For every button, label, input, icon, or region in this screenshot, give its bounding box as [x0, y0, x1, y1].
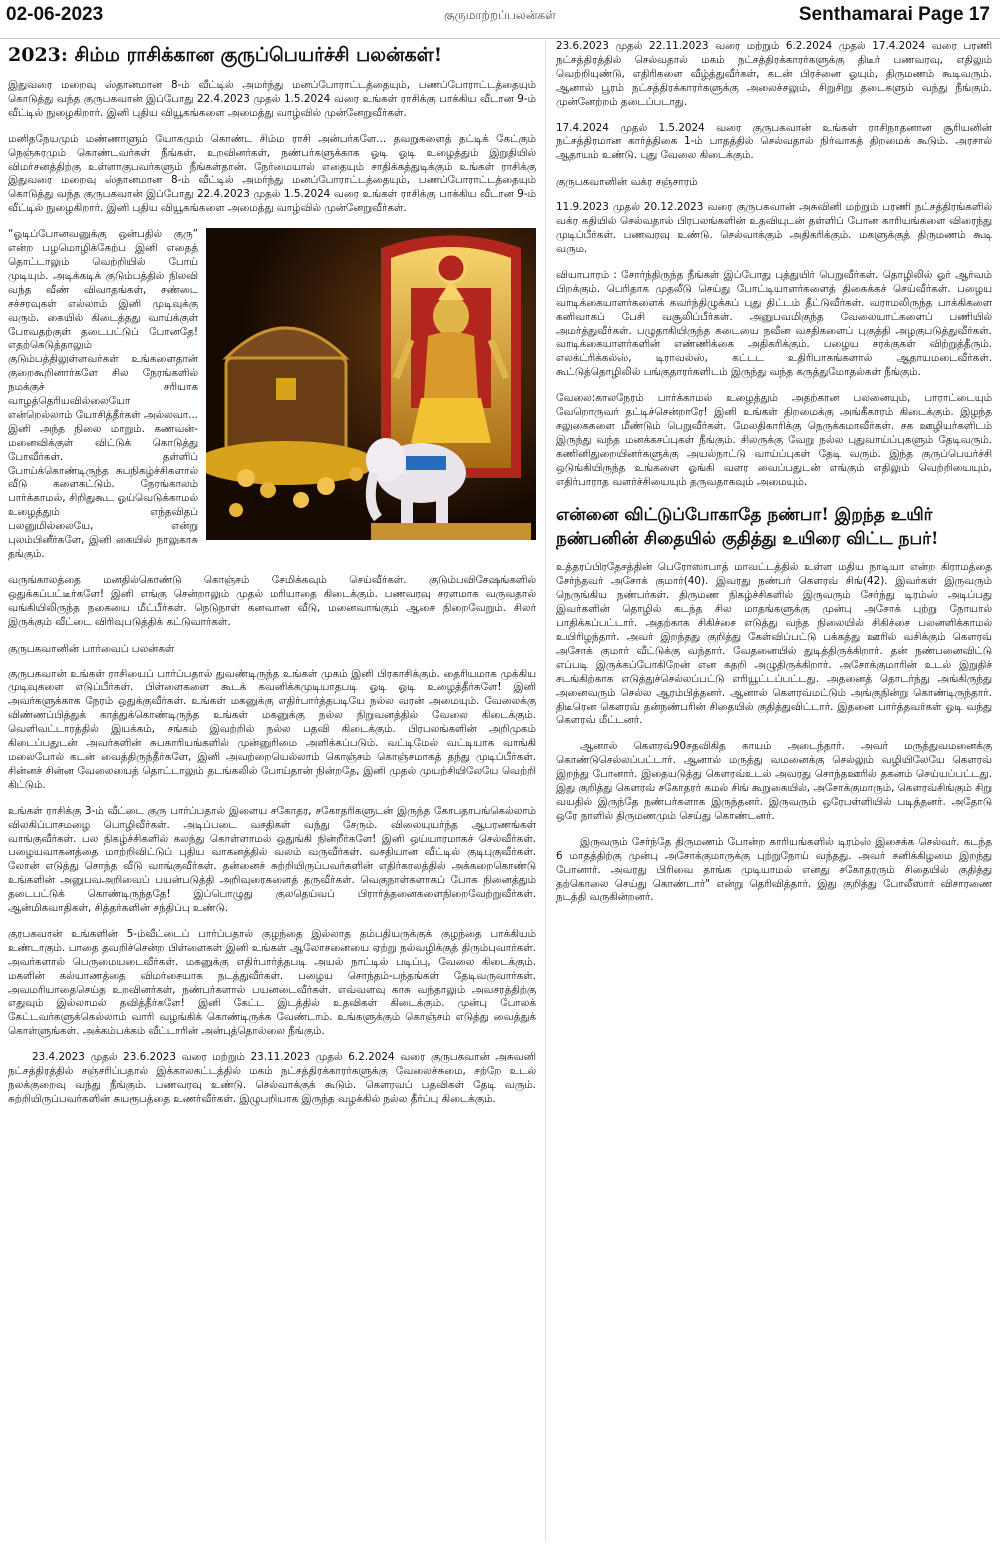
- article-paragraph: வேலை:காலநேரம் பார்க்காமல் உழைத்தும் அதற்கான பலனையும், பாராட்டையும் வேறொருவர் தட்டிச்சென்றாரே! இனி உங்கள் திறமைக்கு அங்கீகாரம் கிடைக்கும். இழந்த சலுகைகளை மீண்டும் பெறுவீர்கள். மேலதிகாரிக்கு நெருக்கமாவீர்கள். சக ஊழியர்களிடம் இருந்து வந்த மனக்கசப்புகள் நீங்கும். சிலருக்கு வேறு நல்ல புதுவாய்ப்புகளும் தேடிவரும். கணினிதுறையினர்களுக்கு அயல்நாட்டு வாய்ப்புகள் தேடி வரும். இந்த குருப்பெயர்ச்சி ஒடுங்கியிருந்த உங்களை ஓங்கி வளர வைப்பதுடன் எங்கும் எதிலும் வெற்றியையும், எதிர்பாராத வளர்ச்சியையும் தருவதாகவும் அமையும்.: [556, 392, 992, 488]
- page-header: [0, 0, 1000, 39]
- article-paragraph: 17.4.2024 முதல் 1.5.2024 வரை குருபகவான் உங்கள் ராசிநாதனான சூரியனின் நட்சத்திரமான கார்த்திகை 1-ம் பாதத்தில் செல்வதால் நிர்வாகத் திறமைக் கூடும். அரசால் ஆதாயம் உண்டு. புது வேலை கிடைக்கும்.: [556, 121, 992, 162]
- article-paragraph: உத்தரப்பிரதேசத்தின் பெரோஸாபாத் மாவட்டத்தில் உள்ள மதிய நாடியா என்ற கிராமத்தை சேர்ந்தவர் அசோக் குமார்(40). இவரது நண்பர் கௌரவ் சிங்(42). இவர்கள் இருவரும் நெருங்கிய நண்பர்கள். திருமண நிகழ்ச்சிகளில் இருவரும் சேர்ந்து டிரம்ஸ் அடிப்பது இவர்களின் தொழில் கடந்த சில மாதங்களுக்கு முன்பு அசோக் புற்று நோயால் பாதிக்கப்பட்டார். அதற்காக சிகிச்சை எடுத்து வந்த நிலையில் சிகிச்சை பலனளிக்காமல் உயிரிழந்தார். அவர் இறந்தது குறித்து கேள்விப்பட்டு பக்கத்து ஊரில் வசிக்கும் கௌரவ் அசோக் குமார் வீட்டுக்கு வந்தார். வேதனையில் துடித்திருக்கிறார். தன் நண்பனைவிட்டு எப்படி இருக்கப்போகிறேன் என கதறி அழுதிருக்கிறார். அசோக்குமாரின் உடல் இறுதிச் சடங்கிற்காக எடுத்துச்செல்லப்பட்டு எரியூட்டப்பட்டது. அதனைத் தொடர்ந்து அங்கிருந்து அனைவரும் செல்ல ஆரம்பித்தனர். ஆனால் கௌரவ்மட்டும் அங்குநின்று கொண்டிருந்தார். திடீரென கௌரவ் தன்நண்பரின் சிதையில் குதித்துவிட்டார். இதனை பார்த்தவர்கள் ஓடி வந்து கௌரவ் மீட்டனர்.: [556, 561, 992, 727]
- publication-page: Senthamarai Page 17: [798, 4, 990, 25]
- column-divider: [545, 40, 546, 1540]
- issue-date: 02-06-2023: [6, 4, 104, 25]
- article-paragraph: வியாபாரம் : சோர்ந்திருந்த நீங்கள் இப்போது புத்துயிர் பெறுவீர்கள். தொழிலில் ஓர் ஆர்வம் பிறக்கும். பெரிதாக முதலீடு செய்து போட்டியாளர்களைத் திகைக்கச் செய்வீர்கள். பழைய வாடிக்கையாளர்களைக் கவர்ந்திழுக்கப் புது திட்டம் தீட்டுவீர்கள். வராமலிருந்த பாக்கிகளை கனிவாகப் பேசி வசூலிப்பீர்கள். அனுபவமிகுந்த வேலையாட்களைப் பணியில் அமர்த்துவீர்கள். பழுதாகியிருந்த கடையை நவீன வசதிகளைப் புகுத்தி அழகுபடுத்துவீர்கள். வாடிக்கையாளர்களின் எண்ணிக்கை அதிகரிக்கும். பழைய சரக்குகள் விற்றுத்தீரும். எலக்ட்ரிக்கல்ஸ், டிராவல்ஸ், கட்டட உதிரிபாகங்களால் ஆதாயமடைவீர்கள். கூட்டுத்தொழிலில் பங்குதாரர்களிடம் இருந்து வந்த கருத்துமோதல்கள் நீங்கும்.: [556, 268, 992, 379]
- article-paragraph: இருவரும் சேர்ந்தே திருமணம் போன்ற காரியங்களில் டிரம்ஸ் இசைக்க செல்வர். கடந்த 6 மாதத்திற்கு முன்பு அசோக்குமாருக்கு புற்றுநோய் வந்தது. அவர் சனிக்கிழமை இறந்து போனார். அவரது பிரிவை தாங்க முடியாமல் எனது சகோதரரும் சிதையில் குதித்து தற்கொலை செய்து கொண்டார்" என்று தெரிவித்தார். இது குறித்து போலீஸார் விசாரணை நடத்தி வருகின்றனர்.: [556, 835, 992, 904]
- article-paragraph: ஆனால் கௌரவ்90சதவிகித காயம் அடைந்தார். அவர் மருத்துவமனைக்கு கொண்டுசெல்லப்பட்டார். ஆனால் மருத்து வமனைக்கு செல்லும் வழியிலேயே கௌரவ் இறந்து போனார். இதையடுத்து கௌரவ்உடல் அவரது சொந்தஊரில் தகனம் செய்யப்பட்டது. இது குறித்து கௌரவ் சகோதரர் கமல் சிங் கூறுகையில், அசோக்குமாரும், கௌரவ்சிங்கும் சிறு வயதில் இருந்தே நண்பர்களாக இருந்தனர். இருவரும் ஒரேபள்ளியில் படித்தனர். அதோடு ஒரே நாளில் திருமணமும் செய்து கொண்டனர்.: [556, 740, 992, 822]
- article-paragraph: “ஓடிப்போனவனுக்கு ஒன்பதில் குரு” என்ற பழமொழிக்கேற்ப இனி எதைத் தொட்டாலும் வெற்றியில் போய் முடியும். அடிக்கடிக் குடும்பத்தில் நிலவி வந்த வீண் விவாதங்கள், சண்டை சச்சரவுகள் எல்லாம் இனி முடிவுக்கு வரும். கையில் கிடைத்தது வாய்க்குள் போவதற்குள் தடைபட்டுப் போனதே! எதற்கெடுத்தாலும் குடும்பத்திலுள்ளவர்கள் உங்களைதான் குறைகூறினார்களே சில நேரங்களில் நமக்குச் சரியாக வாழத்தெரியவில்லையோ என்றெல்லாம் யோசித்தீர்கள் அல்லவா... இனி அந்த நிலை மாறும். கணவன்-மனைவிக்குள் விட்டுக் கொடுத்து போவீர்கள். தள்ளிப் போய்க்கொண்டிருந்த சுபநிகழ்ச்சிகளால் வீடு களைகட்டும். நேரங்காலம் பார்க்காமல், சிறிதுகூட ஓய்வெடுக்காமல் உழைத்தும் எந்தவிதப் பலனுமில்லையே, என்று புலம்பினீர்களே, இனி கையில் நாலுகாசு தங்கும்.: [8, 228, 198, 560]
- article-paragraph: மனிதநேயமும் மண்ணாளும் யோகமும் கொண்ட சிம்ம ராசி அன்பர்களே... தவறுகளைத் தட்டிக் கேட்கும் நெஞ்சுரமும் கொண்டவர்கள் நீங்கள். உறவினர்கள், நண்பர்களுக்காக ஓடி ஓடி உழைத்தும் இறுதியில் விமர்சனத்திற்கு உள்ளாகுபவர்களும் நீங்கள்தான். நேர்மையால் எதையும் சாதிக்கத்துடிக்கும் உங்கள் ராசிக்கு இதுவரை மறைவு ஸ்தானமான 8-ம் வீட்டில் அமர்ந்து மனப்போராட்டத்தையும், பணப்போராட்டத்தையும் கொடுத்து வந்த குருபகவான் இப்போது 22.4.2023 முதல் 1.5.2024 வரை உங்கள் ராசிக்கு பாக்கிய வீடான 9-ம் வீட்டில் நுழைகிறார். இனி புதிய வியூகங்களை அமைத்து வாழ்வில் முன்னேறுவீர்கள்.: [8, 132, 536, 215]
- right-column: [556, 40, 992, 1540]
- article-headline: 2023: சிம்ம ராசிக்கான குருப்பெயர்ச்சி பலன்கள்!: [8, 44, 443, 66]
- second-article-headline: என்னை விட்டுப்போகாதே நண்பா! இறந்த உயிர் நண்பனின் சிதையில் குதித்து உயிரை விட்ட நபர்!: [556, 505, 939, 550]
- article-paragraph: 23.4.2023 முதல் 23.6.2023 வரை மற்றும் 23.11.2023 முதல் 6.2.2024 வரை குருபகவான் அசுவனி நட்சத்திரத்தில் சஞ்சரிப்பதால் இக்காலகட்டத்தில் மகம் நட்சத்திரக்காரர்களுக்கு வேலைச்சுமை, சற்றே உடல் நலக்குறைவு வந்து நீங்கும். பணவரவு உண்டு. செல்வாக்குக் கூடும். கௌரவப் பதவிகள் தேடி வரும். சுற்றியிருப்பவர்களின் சுயரூபத்தை உணர்வீர்கள். இழுபறியாக இருந்த வழக்கில் நல்ல தீர்ப்பு கிடைக்கும்.: [8, 1051, 536, 1105]
- article-paragraph: குருபகவான் உங்கள் ராசியைப் பார்ப்பதால் துவண்டிருந்த உங்கள் முகம் இனி பிரகாசிக்கும். தைரியமாக முக்கிய முடிவுகளை எடுப்பீர்கள். பிள்ளைகளை கூடக் கவனிக்கமுடியாதபடி ஓடி ஓடி உழைத்தீர்களே! இனி அவர்களுக்காக நேரம் ஒதுக்குவீர்கள். உங்கள் மகனுக்கு எதிர்பார்த்தபடியே நல்ல வரன் அமையும். வேலைக்கு விண்ணப்பித்துக் காத்துக்கொண்டிருந்த உங்கள் மகனுக்கு நல்ல நிறுவனத்தில் வேலை கிடைக்கும். வெளிவட்டாரத்தில் இயக்கம், சங்கம் இவற்றில் நல்ல பதவி கிடைக்கும். பிரபலங்களின் அறிமுகம் கிடைப்பதுடன் அவர்களின் சுபகாரியங்களில் முன்னுரிமை அளிக்கப்படும். வட்டிமேல் வட்டியாக வாங்கி மலைபோல் கடன் வைத்திருந்தீர்களே, இனி அவற்றையெல்லாம் கொஞ்சம் கொஞ்சமாகத் தந்து முடிப்பீர்கள். சின்னச் சின்ன வேலையைத் தொட்டாலும் தடங்கலில் போய்தான் நின்றதே, இனி முதல் முயற்சியிலேயே வெற்றி கிட்டும்.: [8, 667, 536, 791]
- article-paragraph: வருங்காலத்தை மனதில்கொண்டு கொஞ்சம் சேமிக்கவும் செய்வீர்கள். குடும்பவிசேஷங்களில் ஒதுக்கப்பட்டீர்களே! இனி எங்கு சென்றாலும் முதல் மரியாதை கிடைக்கும். பணவரவு சரளமாக வருவதால் வங்கியிலிருந்த நகையை மீட்பீர்கள். நெடுநாள் கனவான வீடு, மனைவாங்கும் ஆசை நிறைவேறும். சிலர் இருக்கும் வீட்டை விரிவுபடுத்திக் கட்டுவார்கள்.: [8, 573, 536, 628]
- subheading-retrograde: குருபகவானின் வக்ர சஞ்சாரம்: [556, 176, 698, 189]
- left-column: [8, 40, 536, 1540]
- article-paragraph: இதுவரை மறைவு ஸ்தானமான 8-ம் வீட்டில் அமர்ந்து மனப்போராட்டத்தையும், பணப்போராட்டத்தையும் கொடுத்து வந்த குருபகவான் இப்போது 22.4.2023 முதல் 1.5.2024 வரை உங்கள் ராசிக்கு பாக்கிய வீடான 9-ம் வீட்டில் நுழைகிறார். இனி புதிய வியூகங்களை அமைத்து வாழ்வில் முன்னேறுவீர்கள்.: [8, 79, 536, 119]
- article-paragraph: குரபகவான் உங்களின் 5-ம்வீட்டைப் பார்ப்பதால் குழந்தை இல்லாத தம்பதியருக்குக் குழந்தை பாக்கியம் உண்டாகும். பாதை தவறிச்சென்ற பிள்ளைகள் இனி உங்கள் ஆலோசனையை ஏற்று நல்வழிக்குத் திரும்புவார்கள். அவர்களால் பெருமையடைவீர்கள். மகனுக்கு எதிர்பார்த்தபடி அயல் நாட்டில் படிப்பு, வேலை கிடைக்கும். மகளின் கல்யாணத்தை விமர்சையாக நடத்துவீர்கள். பழைய சொந்தம்-பந்தங்கள் தேடிவருவார்கள். அவமரியாதைசெய்த உறவினர்கள், நண்பர்களால் பயனடைவீர்கள். எவ்வளவு காசு வந்தாலும் அவசரத்திற்கு எதுவும் இல்லாமல் தவித்தீர்களே! இனி கேட்ட இடத்தில் உதவிகள் கிடைக்கும். முன்பு போலக் கேட்டவர்களுக்கெல்லாம் வாரி வழங்கிக் கொண்டிருக்க வேண்டாம். உங்களுக்கும் கொஞ்சம் எடுத்து வைத்துக் கொள்ளுங்கள். அக்கம்பக்கம் வீட்டாரின் அன்புத்தொல்லை நீங்கும்.: [8, 927, 536, 1038]
- section-title: குருமாற்றப்பலன்கள்: [444, 8, 556, 22]
- article-paragraph: 11.9.2023 முதல் 20.12.2023 வரை குருபகவான் அசுவினி மற்றும் பரணி நட்சத்திரங்களில் வக்ர கதியில் செல்வதால் பிரபலங்களின் உதவியுடன் தள்ளிப் போன காரியங்களை விரைந்து முடிப்பீர்கள். பணவரவு உண்டு. செல்வாக்கும் அதிகரிக்கும். மகளுக்குத் திருமணம் கூடி வரும.: [556, 201, 992, 255]
- article-paragraph: 23.6.2023 முதல் 22.11.2023 வரை மற்றும் 6.2.2024 முதல் 17.4.2024 வரை பரணி நட்சத்திரத்தில் செல்வதால் மகம் நட்சத்திரக்காரர்களுக்கு திடீர் பணவரவு, எதிலும் வெற்றியுண்டு, எதிரிகளை வீழ்த்துவீர்கள், கடன் பிரச்னை ஓயும், திருமணம் கூடிவரும். ஆனால் பூரம் நட்சத்திரக்காரர்களுக்கு அலைச்சலும், சிறுசிறு தடைகளும் வந்து நீங்கும். முன்னேற்றம் தடைப்படாது.: [556, 40, 992, 108]
- subheading-guru-aspect: குருபகவானின் பார்வைப் பலன்கள்: [8, 642, 175, 655]
- article-paragraph: உங்கள் ராசிக்கு 3-ம் வீட்டை குரு பார்ப்பதால் இளைய சகோதர, சகோதரிகளுடன் இருந்த கோபதாபங்கெல்லாம் விலகிப்பாசமழை பொழிவீர்கள். அடிப்படை வசதிகள் வந்து சேரும். விலையுயர்ந்த ஆபரணங்கள் வாங்குவீர்கள். பல நிகழ்ச்சிகளில் கலந்து கொள்ளாமல் ஒதுங்கி நின்றீர்களே! இனி ஒய்யாரமாகச் செல்வீர்கள். பழையவாகனத்தை மாற்றிவிட்டுப் புதிய வாகனத்தில் வலம் வருவீர்கள். வசதியான வீட்டில் குடிபுகுவீர்கள். லோன் எடுத்து சொந்த வீடு வாங்குவீர்கள். தன்னைச் சுற்றியிருப்பவர்களின் எதிர்காலத்தில் அக்கறைகொண்டு உங்களின் அனுபவஅறிவைப் பயன்படுத்தி அறிவுரைகளைத் தருவீர்கள். வெகுநாள்களாகப் போக நினைத்தும் தடைபட்டுக் கொண்டிருந்ததே! இப்பொழுது குலதெய்வப் பிரார்த்தனைகளைநிறைவேற்றுவீர்கள். ஆன்மிகவாதிகள், சித்தர்களின் சந்திப்பு உண்டு.: [8, 804, 536, 915]
- deity-treasure-image: [206, 228, 536, 540]
